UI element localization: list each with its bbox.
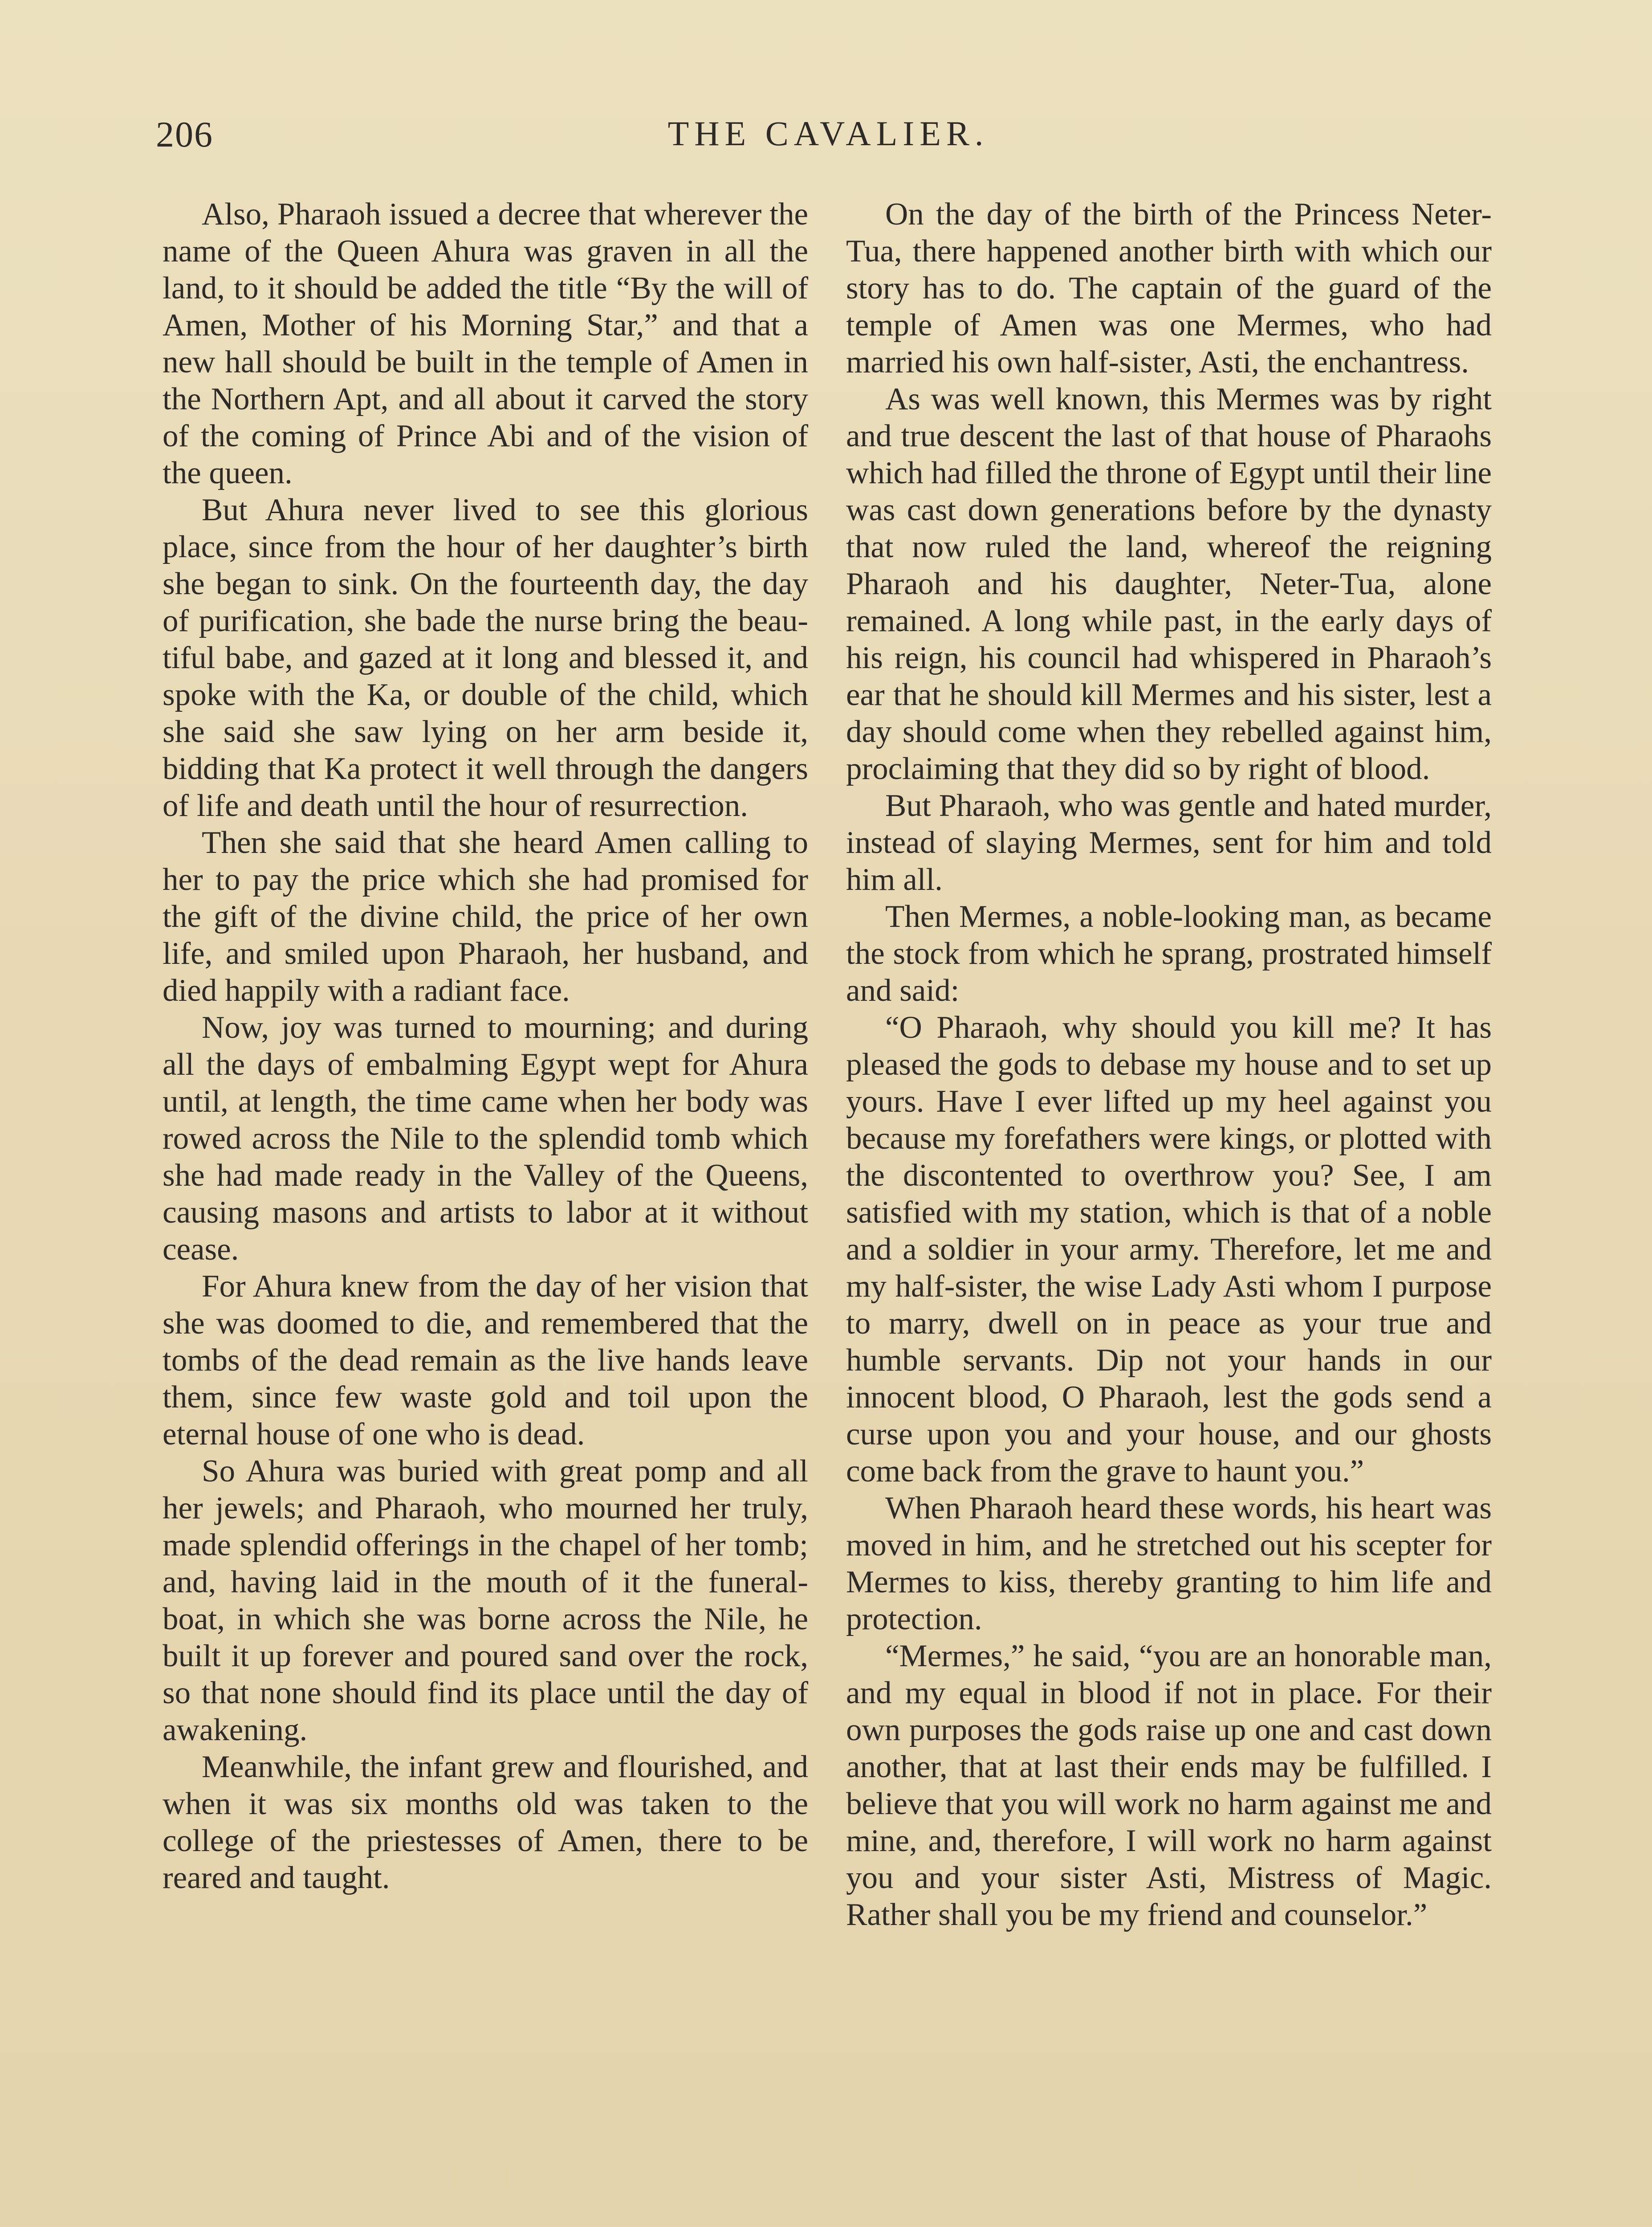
running-head: THE CAVALIER. bbox=[667, 114, 989, 153]
paragraph: When Pharaoh heard these words, his heart was moved in him, and he stretched out his scepter for Mermes to kiss, thereby granting to him life and protection. bbox=[846, 1491, 1492, 1636]
paragraph: So Ahura was buried with great pomp and all her jewels; and Pharaoh, who mourned her truly, made splendid offerings in the chapel of her tomb; and, having laid in the mouth of it the funeral-boat, in which she was borne across the Nile, he built it up forever and poured sand over the rock, so that none should find its place until the day of awakening. bbox=[163, 1454, 808, 1747]
paragraph: As was well known, this Mermes was by right and true descent the last of that house of Pharaohs which had filled the throne of Egypt until their line was cast down generations before by the dynasty that now ruled the land, whereof the reigning Pharaoh and his daughter, Neter-Tua, alone remained. A long while past, in the early days of his reign, his council had whispered in Pharaoh’s ear that he should kill Mermes and his sister, lest a day should come when they rebelled against him, proclaiming that they did so by right of blood. bbox=[846, 382, 1492, 786]
paragraph: Then she said that she heard Amen calling to her to pay the price which she had promised for the gift of the divine child, the price of her own life, and smiled upon Pharaoh, her husband, and died happily with a radiant face. bbox=[163, 825, 808, 1008]
paragraph: But Ahura never lived to see this glorious place, since from the hour of her daughter’s birth she began to sink. On the fourteenth day, the day of purification, she bade the nurse bring the beautiful babe, and gazed at it long and blessed it, and spoke with the Ka, or double of the child, which she said she saw lying on her arm beside it, bidding that Ka protect it well through the dangers of life and death until the hour of resurrection. bbox=[163, 493, 808, 823]
page-number: 206 bbox=[156, 114, 213, 155]
paragraph: For Ahura knew from the day of her vision that she was doomed to die, and remembered that the tombs of the dead remain as the live hands leave them, since few waste gold and toil upon the eternal house of one who is dead. bbox=[163, 1269, 808, 1452]
left-column bbox=[163, 196, 808, 1897]
paragraph: “O Pharaoh, why should you kill me? It has pleased the gods to debase my house and to set up yours. Have I ever lifted up my heel against you because my forefathers were kings, or plotted with the discontented to overthrow you? See, I am satisfied with my station, which is that of a noble and a soldier in your army. Therefore, let me and my half-sister, the wise Lady Asti whom I purpose to marry, dwell on in peace as your true and humble servants. Dip not your hands in our innocent blood, O Pharaoh, lest the gods send a curse upon you and your house, and our ghosts come back from the grave to haunt you.” bbox=[846, 1010, 1492, 1489]
paragraph: “Mermes,” he said, “you are an honorable man, and my equal in blood if not in place. For their own purposes the gods raise up one and cast down another, that at last their ends may be fulfilled. I believe that you will work no harm against me and mine, and, therefore, I will work no harm against you and your sister Asti, Mistress of Magic. Rather shall you be my friend and counselor.” bbox=[846, 1639, 1492, 1932]
paragraph: Also, Pharaoh issued a decree that wherever the name of the Queen Ahura was graven in all the land, to it should be added the title “By the will of Amen, Mother of his Morning Star,” and that a new hall should be built in the temple of Amen in the Northern Apt, and all about it carved the story of the coming of Prince Abi and of the vision of the queen. bbox=[163, 197, 808, 490]
paragraph: Now, joy was turned to mourning; and during all the days of embalming Egypt wept for Ahura until, at length, the time came when her body was rowed across the Nile to the splendid tomb which she had made ready in the Valley of the Queens, causing masons and artists to labor at it without cease. bbox=[163, 1010, 808, 1267]
paragraph: But Pharaoh, who was gentle and hated murder, instead of slaying Mermes, sent for him and told him all. bbox=[846, 788, 1492, 897]
page-header bbox=[156, 114, 1501, 163]
paragraph: Then Mermes, a noble-looking man, as became the stock from which he sprang, prostrated himself and said: bbox=[846, 899, 1492, 1008]
right-column bbox=[846, 196, 1492, 1933]
paragraph: On the day of the birth of the Princess Neter-Tua, there happened another birth with which our story has to do. The captain of the guard of the temple of Amen was one Mermes, who had married his own half-sister, Asti, the enchantress. bbox=[846, 197, 1492, 379]
paragraph: Meanwhile, the infant grew and flourished, and when it was six months old was taken to the college of the priestesses of Amen, there to be reared and taught. bbox=[163, 1750, 808, 1895]
